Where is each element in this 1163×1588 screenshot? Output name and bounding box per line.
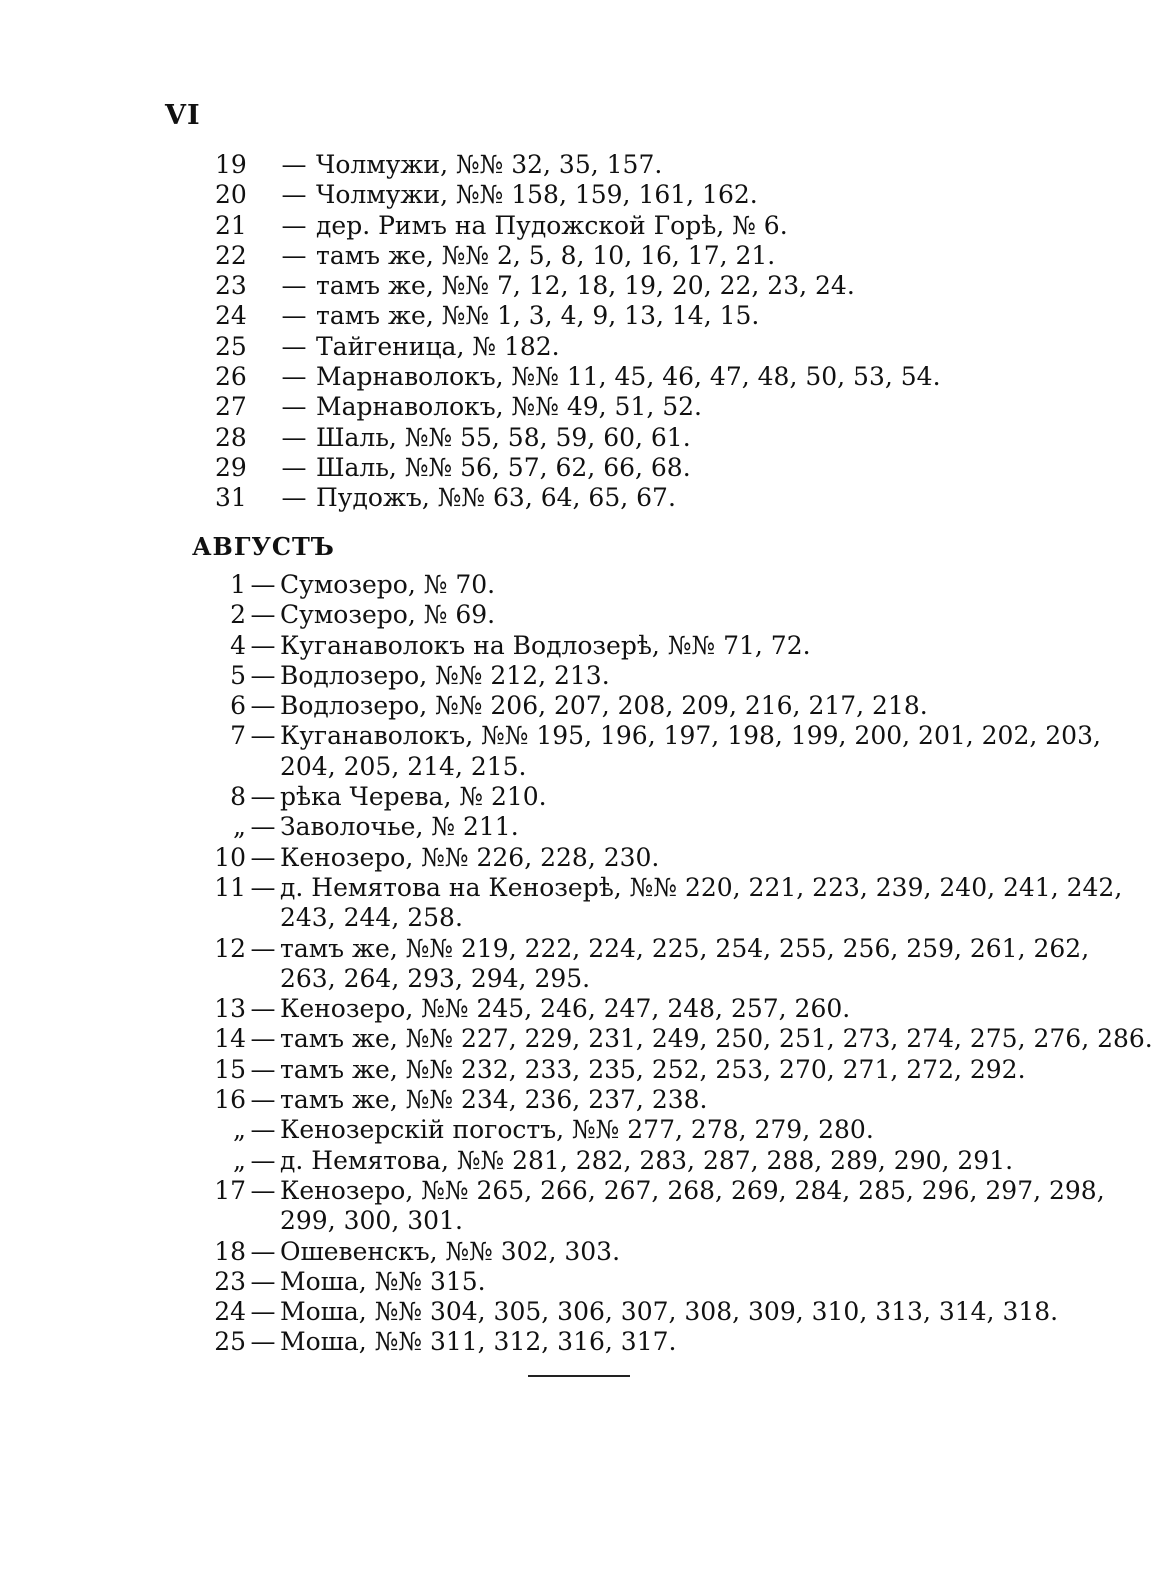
list-item: 23 — Моша, №№ 315. <box>214 1266 486 1296</box>
list-item: 18 — Ошевенскъ, №№ 302, 303. <box>214 1236 621 1266</box>
list-item: „ — Заволочье, № 211. <box>233 812 519 842</box>
list-item-continuation: 243, 244, 258. <box>280 903 463 933</box>
list-item: 17 — Кенозеро, №№ 265, 266, 267, 268, 269, 284, 285, 296, 297, 298, <box>214 1175 1105 1205</box>
list-item-continuation: 204, 205, 214, 215. <box>280 751 527 781</box>
list-item: 27 — Марнаволокъ, №№ 49, 51, 52. <box>215 392 702 422</box>
list-item: 23 — тамъ же, №№ 7, 12, 18, 19, 20, 22, 23, 24. <box>215 271 855 301</box>
list-item: 21 — дер. Римъ на Пудожской Горѣ, № 6. <box>215 210 788 240</box>
list-item: 1 — Сумозеро, № 70. <box>230 570 496 599</box>
list-item: 19 — Чолмужи, №№ 32, 35, 157. <box>215 150 663 179</box>
list-item: „ — Кенозерскій погостъ, №№ 277, 278, 279, 280. <box>233 1115 874 1145</box>
list-item: 16 — тамъ же, №№ 234, 236, 237, 238. <box>214 1085 708 1115</box>
list-item: 14 — тамъ же, №№ 227, 229, 231, 249, 250, 251, 273, 274, 275, 276, 286. <box>214 1024 1153 1054</box>
list-item-continuation: 263, 264, 293, 294, 295. <box>280 963 591 993</box>
list-item: 7 — Куганаволокъ, №№ 195, 196, 197, 198, 199, 200, 201, 202, 203, <box>230 721 1101 751</box>
list-item: 26 — Марнаволокъ, №№ 11, 45, 46, 47, 48, 50, 53, 54. <box>215 362 941 392</box>
august-entries <box>0 570 1163 1358</box>
list-item: 24 — тамъ же, №№ 1, 3, 4, 9, 13, 14, 15. <box>215 301 760 331</box>
list-item: 31 — Пудожъ, №№ 63, 64, 65, 67. <box>215 483 676 513</box>
list-item: 10 — Кенозеро, №№ 226, 228, 230. <box>214 842 660 872</box>
list-item: 8 — рѣка Черева, № 210. <box>230 782 547 812</box>
list-item: 11 — д. Немятова на Кенозерѣ, №№ 220, 221, 223, 239, 240, 241, 242, <box>214 872 1123 902</box>
list-item: 12 — тамъ же, №№ 219, 222, 224, 225, 254, 255, 256, 259, 261, 262, <box>214 933 1090 963</box>
list-item: 6 — Водлозеро, №№ 206, 207, 208, 209, 216, 217, 218. <box>230 691 928 721</box>
list-item: 4 — Куганаволокъ на Водлозерѣ, №№ 71, 72. <box>230 630 811 660</box>
page-number: VI <box>165 100 201 131</box>
list-item: 25 — Моша, №№ 311, 312, 316, 317. <box>214 1327 677 1357</box>
list-item: 29 — Шаль, №№ 56, 57, 62, 66, 68. <box>215 452 691 482</box>
list-item: 20 — Чолмужи, №№ 158, 159, 161, 162. <box>215 180 758 210</box>
list-item: „ — д. Немятова, №№ 281, 282, 283, 287, 288, 289, 290, 291. <box>233 1145 1014 1175</box>
list-item: 28 — Шаль, №№ 55, 58, 59, 60, 61. <box>215 422 691 452</box>
list-item: 5 — Водлозеро, №№ 212, 213. <box>230 660 610 690</box>
section-heading-august: АВГУСТЪ <box>192 532 335 561</box>
list-item: 13 — Кенозеро, №№ 245, 246, 247, 248, 257, 260. <box>214 994 851 1024</box>
list-item: 15 — тамъ же, №№ 232, 233, 235, 252, 253, 270, 271, 272, 292. <box>214 1054 1026 1084</box>
list-item: 22 — тамъ же, №№ 2, 5, 8, 10, 16, 17, 21. <box>215 240 776 270</box>
list-item: 25 — Тайгеница, № 182. <box>215 331 560 361</box>
list-item: 2 — Сумозеро, № 69. <box>230 600 496 630</box>
end-rule <box>528 1375 630 1377</box>
list-item-continuation: 299, 300, 301. <box>280 1206 463 1236</box>
list-item: 24 — Моша, №№ 304, 305, 306, 307, 308, 309, 310, 313, 314, 318. <box>214 1297 1059 1327</box>
july-entries <box>0 150 1163 514</box>
